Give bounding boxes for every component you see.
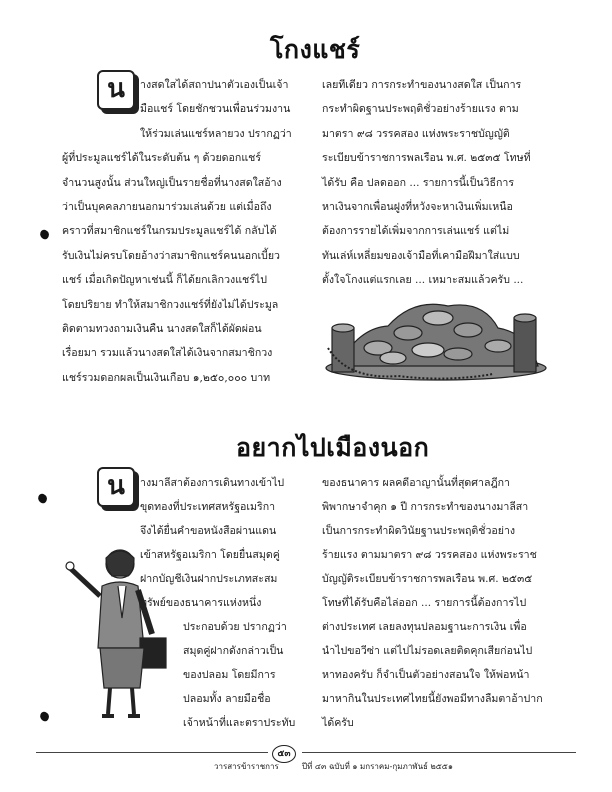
text-line: หาทองครับ ก็จำเป็นตัวอย่างสอนใจ ให้พ่อหน้า <box>322 669 530 681</box>
text-line: เลยทีเดียว การกระทำของนางสดใส เป็นการ <box>322 79 522 91</box>
text-line: ว่าเป็นบุคคลภายนอกมาร่วมเล่นด้วย แต่เมื่อถึง <box>62 201 272 213</box>
text-line: ฝากบัญชีเงินฝากประเภทสะสม <box>140 573 278 585</box>
text-line: ตั้งใจโกงแต่แรกเลย ... เหมาะสมแล้วครับ ... <box>322 274 524 287</box>
ink-blot <box>39 229 51 241</box>
text-line: คราวที่สมาชิกแชร์ในกรมประมูลแชร์ได้ กลับได้ <box>62 225 277 238</box>
article2-dropcap: น <box>97 467 135 507</box>
text-line: แชร์ เมื่อเกิดปัญหาเช่นนี้ ก็ได้ยกเลิกวงแชร์ไป <box>62 274 267 287</box>
text-line: างสดใสได้สถาปนาตัวเองเป็นเจ้า <box>140 79 289 91</box>
text-line: บัญญัติระเบียบข้าราชการพลเรือน พ.ศ. ๒๕๓๕ <box>322 573 533 585</box>
article1-title: โกงแชร์ <box>270 35 361 64</box>
text-line: ทรัพย์ของธนาคารแห่งหนึ่ง <box>140 597 262 609</box>
text-line: ต้องการรายได้เพิ่มจากการเล่นแชร์ แต่ไม่ <box>322 225 510 238</box>
text-line: ประกอบด้วย ปรากฏว่า <box>183 621 287 633</box>
text-line: พิพากษาจำคุก ๑ ปี การกระทำของนางมาลีสา <box>322 501 529 513</box>
text-line: เรื่อยมา รวมแล้วนางสดใสได้เงินจากสมาชิกวง <box>62 347 273 360</box>
text-line: ผู้ที่ประมูลแชร์ได้ในระดับต้น ๆ ด้วยดอกแชร์ <box>62 152 262 165</box>
text-line: างมาลีสาต้องการเดินทางเข้าไป <box>140 477 285 489</box>
text-line: ให้ร่วมเล่นแชร์หลายวง ปรากฏว่า <box>140 127 292 140</box>
text-line: โดยปริยาย ทำให้สมาชิกวงแชร์ที่ยังไม่ได้ประมูล <box>62 298 279 311</box>
text-line: นำไปขอวีซ่า แต่ไปไม่รอดเลยติดคุกเสียก่อนไป <box>322 645 533 657</box>
coins-illustration <box>318 288 553 383</box>
text-line: มือแชร์ โดยชักชวนเพื่อนร่วมงาน <box>140 103 291 116</box>
text-line: หาเงินจากเพื่อนฝูงที่หวังจะหาเงินเพิ่มเหนือ <box>322 201 513 213</box>
text-line: มาหากินในประเทศไทยนี้ยังพอมีทางลืมตาอ้าปาก <box>322 693 543 705</box>
woman-illustration <box>62 538 172 723</box>
ink-blot <box>39 711 51 723</box>
text-line: กระทำผิดฐานประพฤติชั่วอย่างร้ายแรง ตาม <box>322 103 519 116</box>
text-line: เข้าสหรัฐอเมริกา โดยยื่นสมุดคู่ <box>140 549 280 561</box>
article1-dropcap: น <box>97 70 135 110</box>
text-line: สมุดคู่ฝากดังกล่าวเป็น <box>183 645 284 657</box>
footer-rule-right <box>302 752 576 753</box>
footer-rule-left <box>36 752 268 753</box>
text-line: ร้ายแรง ตามมาตรา ๙๘ วรรคสอง แห่งพระราช <box>322 549 537 561</box>
text-line: โทษที่ได้รับคือไล่ออก ... รายการนี้ต้องการไป <box>322 597 527 609</box>
text-line: แชร์รวมดอกผลเป็นเงินเกือบ ๑,๒๕๐,๐๐๐ บาท <box>62 371 271 384</box>
text-line: ได้รับ คือ ปลดออก ... รายการนี้เป็นวิธีการ <box>322 176 515 189</box>
text-line: ของปลอม โดยมีการ <box>183 669 276 681</box>
text-line: จึงได้ยื่นคำขอหนังสือผ่านแดน <box>140 525 277 537</box>
ink-blot <box>37 493 49 505</box>
text-line: ระเบียบข้าราชการพลเรือน พ.ศ. ๒๕๓๕ โทษที่ <box>322 152 531 165</box>
article2-title: อยากไปเมืองนอก <box>236 433 430 462</box>
footer-issue: ปีที่ ๔๓ ฉบับที่ ๑ มกราคม-กุมภาพันธ์ ๒๕๕๑ <box>302 762 453 771</box>
text-line: จำนวนสูงนั้น ส่วนใหญ่เป็นรายชื่อที่นางสดใสอ้าง <box>62 176 282 189</box>
page-number: ๕๓ <box>272 745 296 763</box>
text-line: ของธนาคาร ผลคดีอาญานั้นที่สุดศาลฎีกา <box>322 477 510 489</box>
text-line: ติดตามทวงถามเงินคืน นางสดใสก็ได้ผัดผ่อน <box>62 323 262 335</box>
text-line: ต่างประเทศ เลยลงทุนปลอมฐานะการเงิน เพื่อ <box>322 621 527 633</box>
text-line: เจ้าหน้าที่และตราประทับ <box>183 717 296 729</box>
text-line: เป็นการกระทำผิดวินัยฐานประพฤติชั่วอย่าง <box>322 525 516 537</box>
text-line: รับเงินไม่ครบโดยอ้างว่าสมาชิกแชร์คนนอกเบี้ยว <box>62 249 280 262</box>
text-line: ขุดทองที่ประเทศสหรัฐอเมริกา <box>140 501 276 513</box>
footer-publication: วารสารข้าราชการ <box>214 762 279 771</box>
text-line: ปลอมทั้ง ลายมือชื่อ <box>183 693 271 705</box>
text-line: ได้ครับ <box>322 717 354 729</box>
text-line: ทันเล่ห์เหลี่ยมของเจ้ามือที่เคามือฝีมาใส่แบบ <box>322 249 520 262</box>
text-line: มาตรา ๙๘ วรรคสอง แห่งพระราชบัญญัติ <box>322 127 510 140</box>
